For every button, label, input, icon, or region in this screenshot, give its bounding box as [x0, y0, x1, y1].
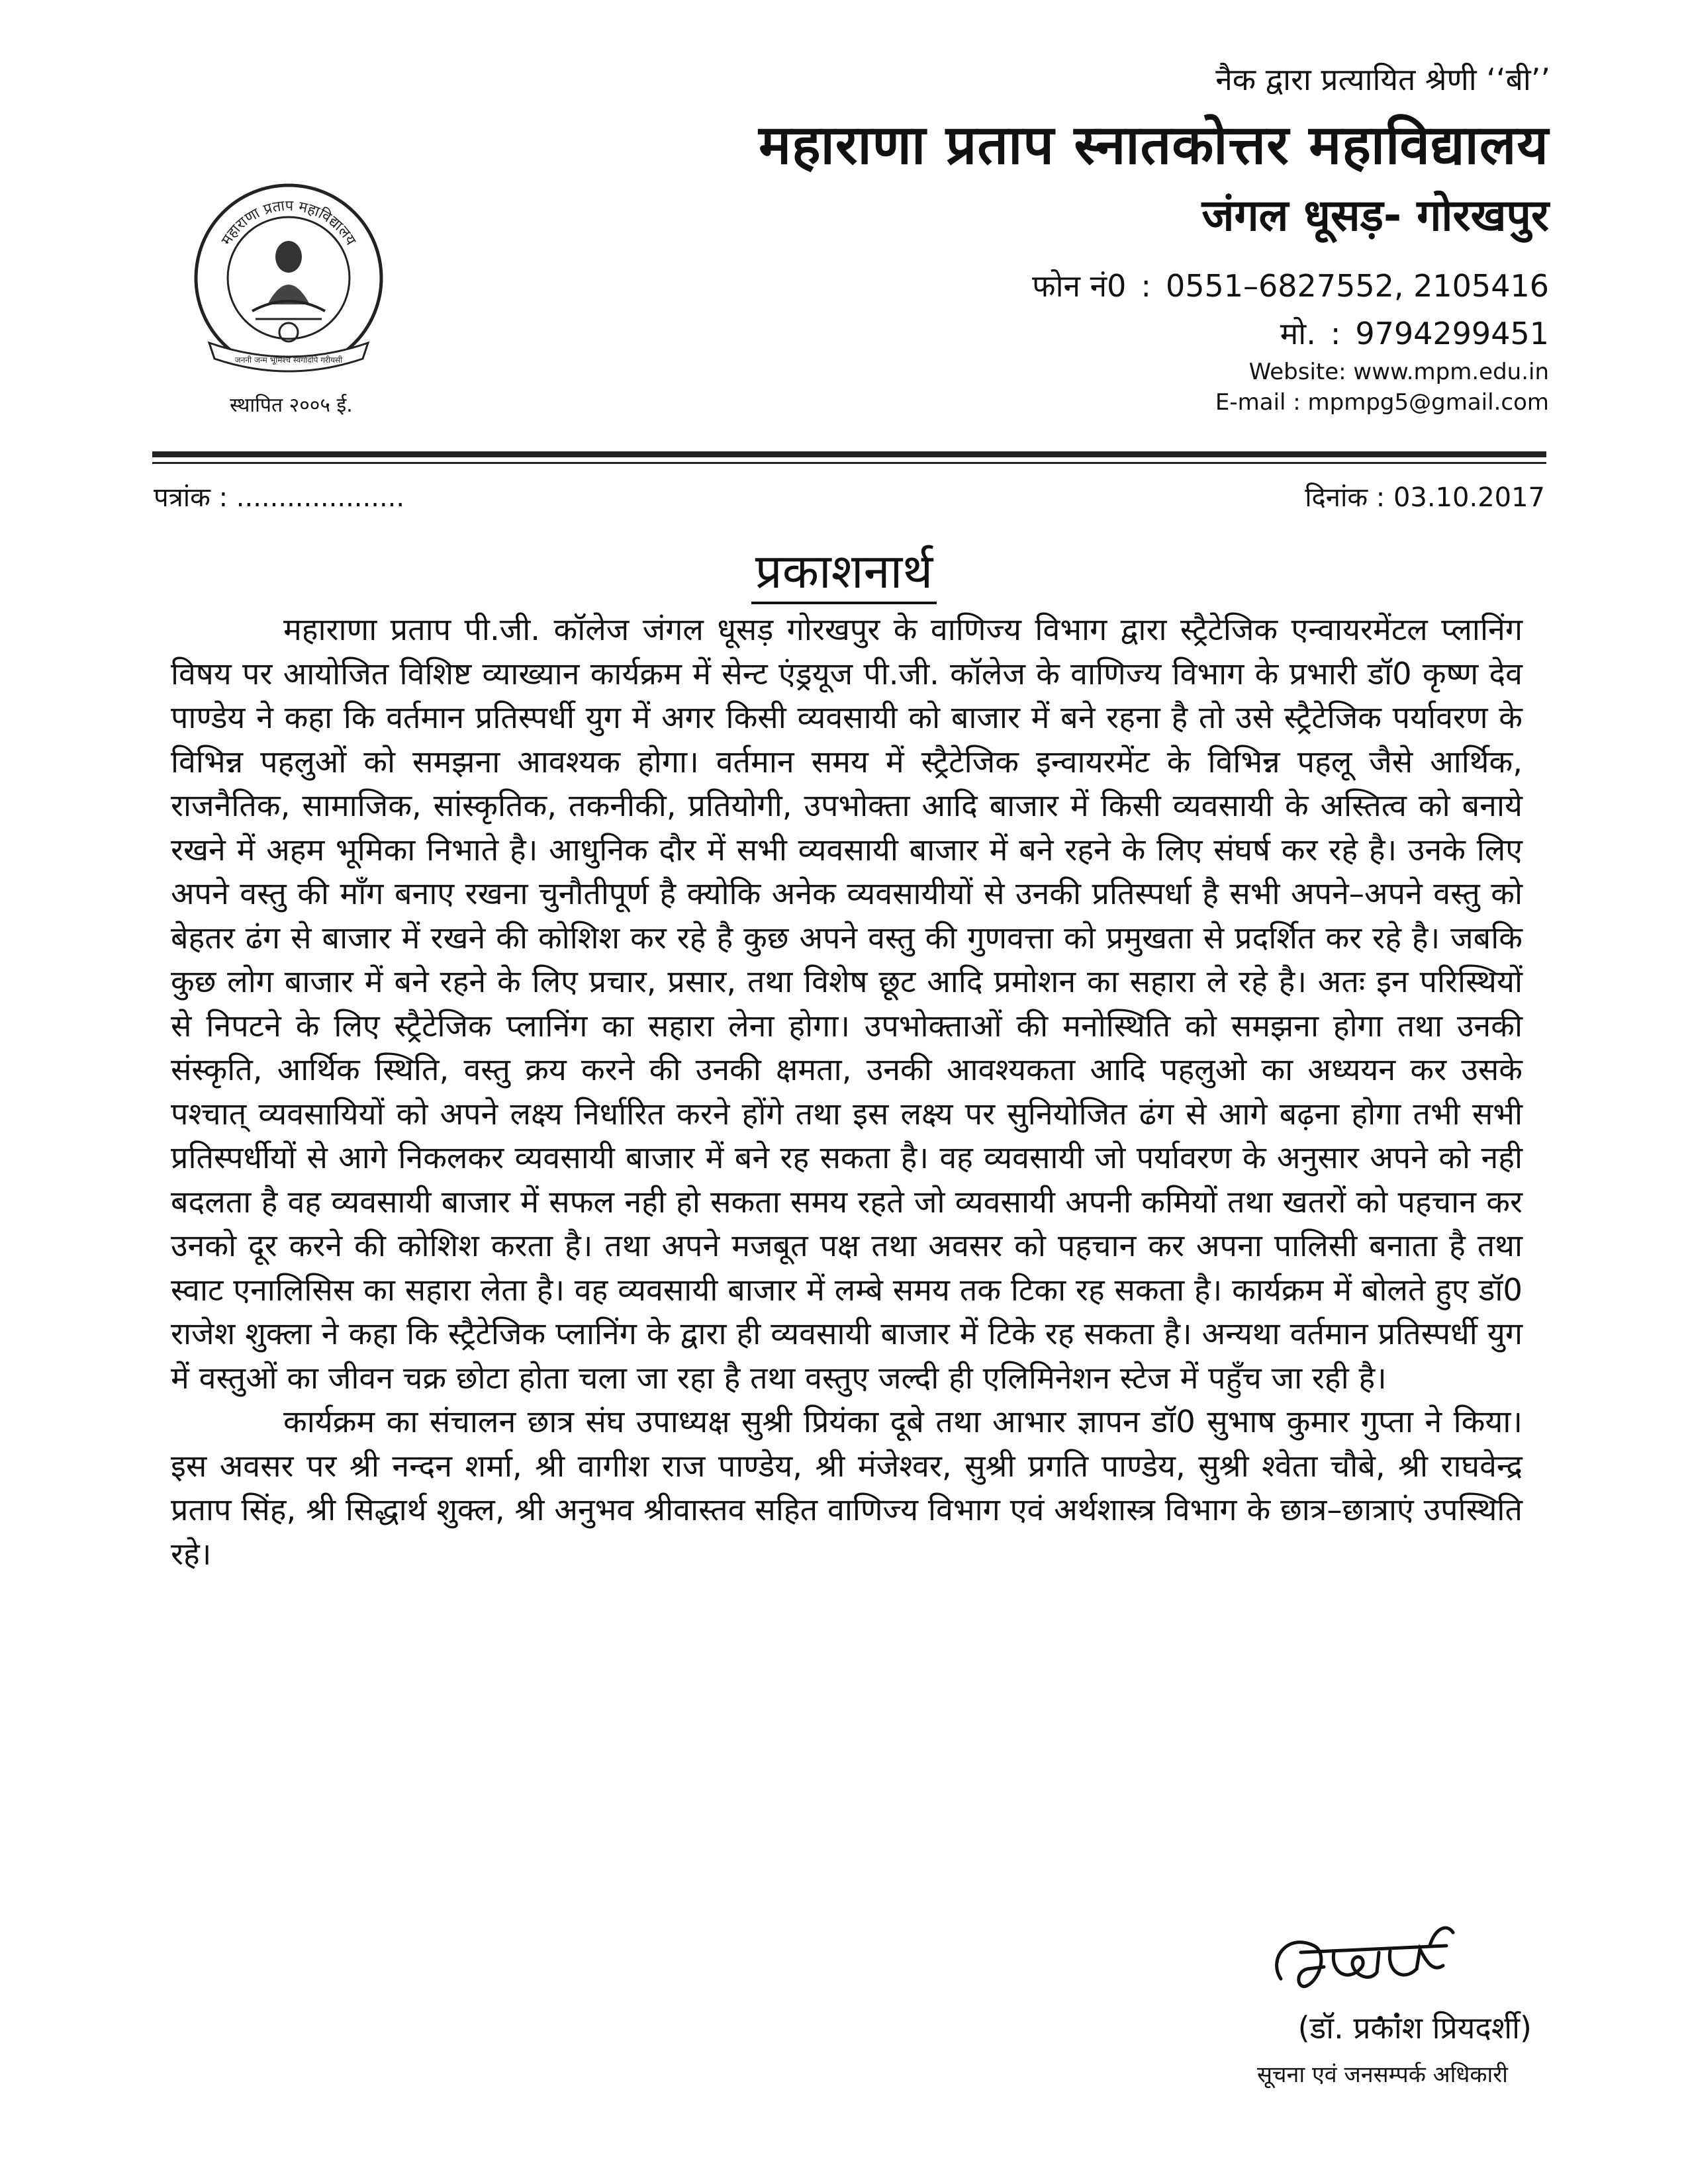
college-location: जंगल धूसड़- गोरखपुर [1201, 190, 1549, 241]
signatory-designation: सूचना एवं जनसम्पर्क अधिकारी [1256, 2062, 1508, 2088]
body-paragraph: कार्यक्रम का संचालन छात्र संघ उपाध्यक्ष सुश्री प्रियंका दूबे तथा आभार ज्ञापन डॉ0 सुभाष कुमार गुप्ता ने किया। इस अवसर पर श्री नन्दन शर्मा, श्री वागीश राज पाण्डेय, श्री मंजेश्वर, सुश्री प्रगति पाण्डेय, सुश्री श्वेता चौबे, श्री राघवेन्द्र प्रताप सिंह, श्री सिद्धार्थ शुक्ल, श्री अनुभव श्रीवास्तव सहित वाणिज्य विभाग एवं अर्थशास्त्र विभाग के छात्र–छात्राएं उपस्थिति रहे। [171, 1404, 1523, 1572]
heading-text: प्रकाशनार्थ [751, 543, 937, 604]
phone-value: 0551–6827552, 2105416 [1165, 268, 1549, 304]
college-seal-icon [189, 179, 388, 377]
mobile-separator: : [1330, 316, 1341, 351]
reference-number: पत्रांक : .................... [154, 482, 405, 513]
phone-label: फोन नं0 [1032, 268, 1127, 304]
accreditation-line: नैक द्वारा प्रत्यायित श्रेणी ‘‘बी’’ [1215, 62, 1550, 97]
college-name: महाराणा प्रताप स्नातकोत्तर महाविद्यालय [759, 114, 1549, 177]
document-heading [0, 537, 1688, 602]
press-release-body [171, 608, 1523, 1576]
body-paragraph: महाराणा प्रताप पी.जी. कॉलेज जंगल धूसड़ गोरखपुर के वाणिज्य विभाग द्वारा स्ट्रैटेजिक एन्वायरमेंटल प्लानिंग विषय पर आयोजित विशिष्ट व्याख्यान कार्यक्रम में सेन्ट एंड्रयूज पी.जी. कॉलेज के वाणिज्य विभाग के प्रभारी डॉ0 कृष्ण देव पाण्डेय ने कहा कि वर्तमान प्रतिस्पर्धी युग में अगर किसी व्यवसायी को बाजार में बने रहना है तो उसे स्ट्रैटेजिक पर्यावरण के विभिन्न पहलुओं को समझना आवश्यक होगा। वर्तमान समय में स्ट्रैटेजिक इन्वायरमेंट के विभिन्न पहलू जैसे आर्थिक, राजनैतिक, सामाजिक, सांस्कृतिक, तकनीकी, प्रतियोगी, उपभोक्ता आदि बाजार में किसी व्यवसायी के अस्तित्व को बनाये रखने में अहम भूमिका निभाते है। आधुनिक दौर में सभी व्यवसायी बाजार में बने रहने के लिए संघर्ष कर रहे है। उनके लिए अपने वस्तु की माँग बनाए रखना चुनौतीपूर्ण है क्योकि अनेक व्यवसायीयों से उनकी प्रतिस्पर्धा है सभी अपने–अपने वस्तु को बेहतर ढंग से बाजार में रखने की कोशिश कर रहे है कुछ अपने वस्तु की गुणवत्ता को प्रमुखता से प्रदर्शित कर रहे है। जबकि कुछ लोग बाजार में बने रहने के लिए प्रचार, प्रसार, तथा विशेष छूट आदि प्रमोशन का सहारा ले रहे है। अतः इन परिस्थियों से निपटने के लिए स्ट्रैटेजिक प्लानिंग का सहारा लेना होगा। उपभोक्ताओं की मनोस्थिति को समझना होगा तथा उनकी संस्कृति, आर्थिक स्थिति, वस्तु क्रय करने की उनकी क्षमता, उनकी आवश्यकता आदि पहलुओ का अध्ययन कर उसके पश्चात् व्यवसायियों को अपने लक्ष्य निर्धारित करने होंगे तथा इस लक्ष्य पर सुनियोजित ढंग से आगे बढ़ना होगा तभी सभी प्रतिस्पर्धीयों से आगे निकलकर व्यवसायी बाजार में बने रह सकता है। वह व्यवसायी जो पर्यावरण के अनुसार अपने को नही बदलता है वह व्यवसायी बाजार में सफल नही हो सकता समय रहते जो व्यवसायी अपनी कमियों तथा खतरों को पहचान कर उनको दूर करने की कोशिश करता है। तथा अपने मजबूत पक्ष तथा अवसर को पहचान कर अपना पालिसी बनाता है तथा स्वाट एनालिसिस का सहारा लेता है। वह व्यवसायी बाजार में लम्बे समय तक टिका रह सकता है। कार्यक्रम में बोलते हुए डॉ0 राजेश शुक्ला ने कहा कि स्ट्रैटेजिक प्लानिंग के द्वारा ही व्यवसायी बाजार में टिके रह सकता है। अन्यथा वर्तमान प्रतिस्पर्धी युग में वस्तुओं का जीवन चक्र छोटा होता चला जा रहा है तथा वस्तुए जल्दी ही एलिमिनेशन स्टेज में पहुँच जा रही है। [171, 612, 1523, 1396]
svg-text:महाराणा प्रताप महाविद्यालय: महाराणा प्रताप महाविद्यालय [218, 197, 359, 248]
mobile-label: मो. [1280, 316, 1316, 351]
phone-separator: : [1141, 268, 1151, 304]
phone-line [1032, 265, 1549, 306]
header-divider-thin [152, 462, 1546, 464]
mobile-line [1280, 312, 1549, 353]
svg-text:जननी जन्म भूमिश्च स्वर्गादपि ग: जननी जन्म भूमिश्च स्वर्गादपि गरीयसी [234, 355, 343, 365]
header-divider-thick [152, 451, 1546, 457]
letter-date: दिनांक : 03.10.2017 [1305, 482, 1545, 513]
mobile-value: 9794299451 [1355, 316, 1549, 351]
website-line[interactable]: Website: www.mpm.edu.in [1248, 359, 1549, 385]
email-line[interactable]: E-mail : mpmpg5@gmail.com [1215, 389, 1549, 416]
signatory-name: (डॉ. प्रकाश प्रियदर्शी) [1297, 2010, 1532, 2046]
established-year: स्थापित २००५ ई. [230, 394, 353, 417]
